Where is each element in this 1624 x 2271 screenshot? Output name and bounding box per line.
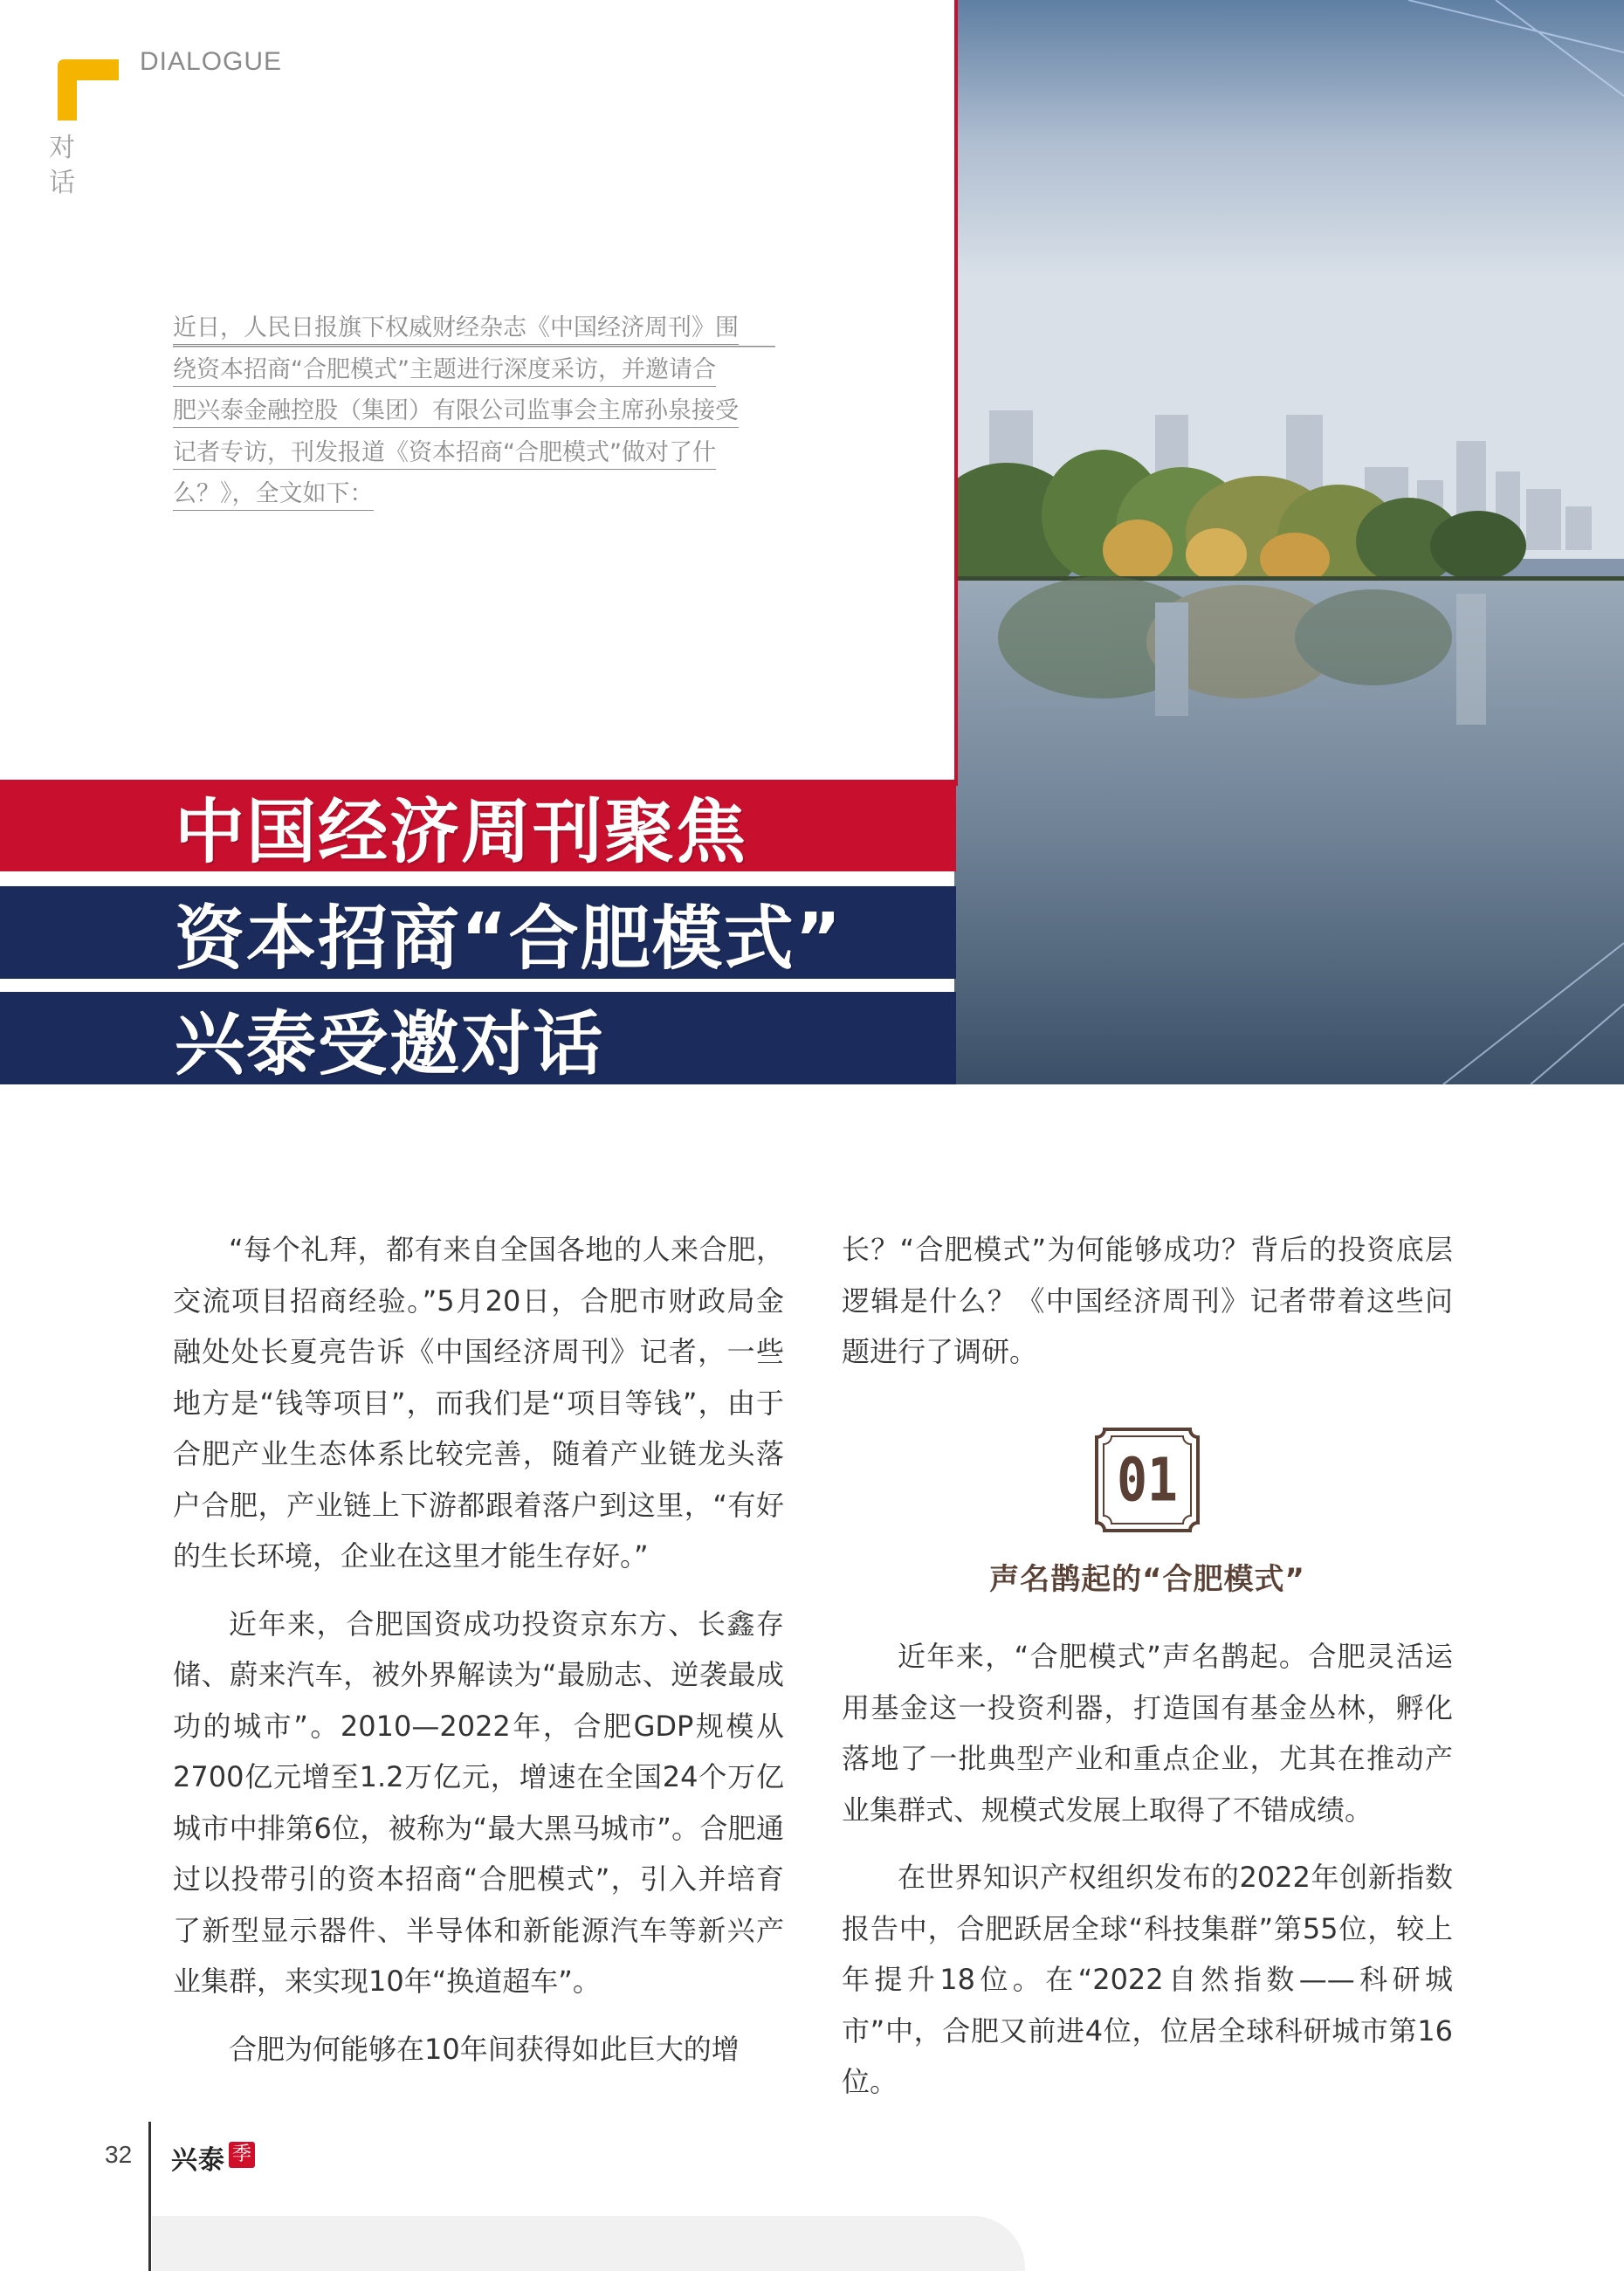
- section-label-zh: 对话: [49, 133, 75, 198]
- article-left-column: [173, 1224, 784, 2091]
- footer-bar: [152, 2216, 1025, 2271]
- section-number-badge: [1094, 1427, 1201, 1533]
- article-paragraph-continued: 长？“合肥模式”为何能够成功？背后的投资底层逻辑是什么？《中国经济周刊》记者带着这些问题进行了调研。: [842, 1233, 1453, 1368]
- intro-line: 记者专访，刊发报道《资本招商“合肥模式”做对了什: [173, 439, 716, 470]
- brand-seal-icon: 季: [229, 2142, 255, 2168]
- title-line-2: 资本招商“合肥模式”: [175, 898, 843, 980]
- title-line-3: 兴泰受邀对话: [175, 1003, 604, 1085]
- article-paragraph: 近年来，合肥国资成功投资京东方、长鑫存储、蔚来汽车，被外界解读为“最励志、逆袭最成功的城市”。2010—2022年，合肥GDP规模从2700亿元增至1.2万亿元，增速在全国24个万亿城市中排第6位，被称为“最大黑马城市”。合肥通过以投带引的资本招商“合肥模式”，引入并培育了新型显示器件、半导体和新能源汽车等新兴产业集群，来实现10年“换道超车”。: [173, 1607, 784, 1998]
- city-lake-skyline-image: [954, 0, 1624, 1084]
- article-paragraph: “每个礼拜，都有来自全国各地的人来合肥，交流项目招商经验。”5月20日，合肥市财政局金融处处长夏亮告诉《中国经济周刊》记者，一些地方是“钱等项目”，而我们是“项目等钱”，由于合肥产业生态体系比较完善，随着产业链龙头落户合肥，产业链上下游都跟着落户到这里，“有好的生长环境，企业在这里才能生存好。”: [173, 1233, 784, 1572]
- intro-paragraph: [173, 307, 775, 515]
- title-line-1: 中国经济周刊聚焦: [175, 791, 747, 872]
- section-label-en: DIALOGUE: [140, 47, 283, 76]
- footer-divider: [148, 2122, 151, 2271]
- title-band-navy: [0, 886, 956, 979]
- intro-line: 绕资本招商“合肥模式”主题进行深度采访，并邀请合: [173, 356, 716, 387]
- article-paragraph: 在世界知识产权组织发布的2022年创新指数报告中，合肥跃居全球“科技集群”第55位，较上年提升18位。在“2022自然指数——科研城市”中，合肥又前进4位，位居全球科研城市第16位。: [842, 1861, 1453, 2098]
- corner-bracket-icon: [51, 54, 119, 120]
- section-number: 01: [1117, 1444, 1178, 1515]
- intro-line: 么？》，全文如下：: [173, 480, 374, 511]
- hero-red-edge: [954, 0, 958, 786]
- section-subheading: 声名鹊起的“合肥模式”: [989, 1561, 1305, 1597]
- article-paragraph: 合肥为何能够在10年间获得如此巨大的增: [229, 2032, 740, 2066]
- title-band-navy: [0, 992, 956, 1084]
- article-paragraph: 近年来，“合肥模式”声名鹊起。合肥灵活运用基金这一投资利器，打造国有基金丛林，孵化落地了一批典型产业和重点企业，尤其在推动产业集群式、规模式发展上取得了不错成绩。: [842, 1640, 1453, 1827]
- intro-line: 肥兴泰金融控股（集团）有限公司监事会主席孙泉接受: [173, 397, 739, 428]
- intro-line: 近日，人民日报旗下权威财经杂志《中国经济周刊》围: [173, 314, 739, 345]
- magazine-brand: 兴泰: [171, 2145, 225, 2176]
- article-right-column: [842, 1224, 1453, 2124]
- title-band-red: [0, 780, 956, 871]
- page-number: 32: [105, 2141, 133, 2168]
